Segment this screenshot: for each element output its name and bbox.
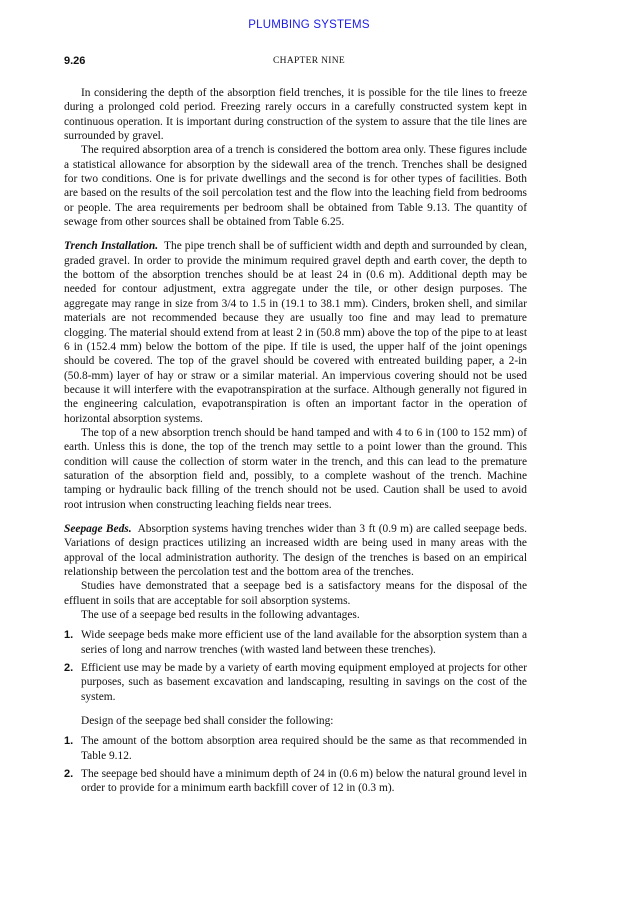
seepage-beds-paragraph (64, 522, 527, 579)
paragraph: Design of the seepage bed shall consider the following: (81, 715, 334, 728)
list-item-text: The seepage bed should have a minimum depth of 24 in (0.6 m) below the natural ground level in order to provide for a minimum earth backfill cover of 12 in (0.3 m). (81, 768, 527, 795)
paragraph: In considering the depth of the absorption field trenches, it is possible for the tile lines to freeze during a prolonged cold period. Freezing rarely occurs in a carefully constructed system kept in continuous operation. It is important during construction of the system to assure that the tile lines are surrounded by gravel. (64, 87, 527, 143)
advantages-list (64, 628, 527, 704)
section-heading: Seepage Beds. (64, 522, 132, 535)
list-number: 2. (64, 662, 74, 675)
body-text (64, 86, 527, 800)
list-item (64, 767, 527, 796)
section-heading: Trench Installation. (64, 240, 159, 253)
paragraph-text: The pipe trench shall be of sufficient width and depth and surrounded by clean, graded gravel. In order to provide the minimum required gravel depth and earth cover, the depth to the bottom of the absorption trenches should be at least 24 in (0.6 m). Additional depth may be needed for contour adjustment, extra aggregate under the tile, or other design purposes. The aggregate may range in size from 3/4 to 1.5 in (19.1 to 38.1 mm). Cinders, broken shell, and similar materials are not recommended because they are usually too fine and may lead to premature clogging. The material should extend from at least 2 in (50.8 mm) above the top of the pipe to at least 6 in (152.4 mm) below the bottom of the pipe. If tile is used, the upper half of the joint openings should be covered. The top of the gravel should be covered with entreated building paper, a 2-in (50.8-mm) layer of hay or straw or a similar material. An impervious covering should not be used because it will interfere with the evapotranspiration at the surface. Although generally not figured in the engineering calculation, evapotranspiration is often an important factor in the operation of horizontal absorption systems. (64, 240, 527, 425)
list-item-text: The amount of the bottom absorption area required should be the same as that recommended in Table 9.12. (81, 735, 527, 762)
paragraph: The required absorption area of a trench is considered the bottom area only. These figures include a statistical allowance for absorption by the sidewall area of the trench. Trenches shall be designed for two conditions. One is for private dwellings and the second is for other types of facilities. Both are based on the results of the soil percolation test and the flow into the leaching field from bedrooms or people. The area requirements per bedroom shall be obtained from Table 9.13. The quantity of sewage from other sources shall be obtained from Table 6.25. (64, 144, 527, 229)
design-considerations-list (64, 734, 527, 795)
paragraph: The use of a seepage bed results in the following advantages. (81, 609, 360, 622)
trench-installation-paragraph (64, 239, 527, 425)
list-item (64, 661, 527, 704)
page-number: 9.26 (64, 55, 86, 67)
list-number: 1. (64, 735, 74, 748)
list-item-text: Efficient use may be made by a variety of earth moving equipment employed at projects for other purposes, such as basement excavation and landscaping, resulting in savings on the cost of the system. (81, 662, 527, 703)
list-item (64, 628, 527, 657)
running-head: PLUMBING SYSTEMS (248, 19, 370, 31)
chapter-title: CHAPTER NINE (273, 56, 345, 66)
list-item (64, 734, 527, 763)
list-number: 1. (64, 629, 74, 642)
paragraph: The top of a new absorption trench should be hand tamped and with 4 to 6 in (100 to 152 mm) of earth. Unless this is done, the top of the trench may settle to a point lower than the ground. This condition will cause the collection of storm water in the trench, and this can lead to the premature saturation of the absorption field and, possibly, to a complete washout of the trench. Machine tamping or hydraulic back filling of the trench should not be used. Caution shall be used to avoid root intrusion when constructing leaching fields near trees. (64, 426, 527, 511)
list-item-text: Wide seepage beds make more efficient use of the land available for the absorption system than a series of long and narrow trenches (with wasted land between these trenches). (81, 629, 527, 656)
list-number: 2. (64, 768, 74, 781)
paragraph-text: Absorption systems having trenches wider than 3 ft (0.9 m) are called seepage beds. Variations of design practices utilizing an increased width are being used in many areas with the approval of the local administration authority. The design of the trenches is based on an empirical relationship between the percolation test and the bottom area of the trenches. (64, 522, 527, 578)
paragraph: Studies have demonstrated that a seepage bed is a satisfactory means for the disposal of the effluent in soils that are acceptable for soil absorption systems. (64, 580, 527, 607)
